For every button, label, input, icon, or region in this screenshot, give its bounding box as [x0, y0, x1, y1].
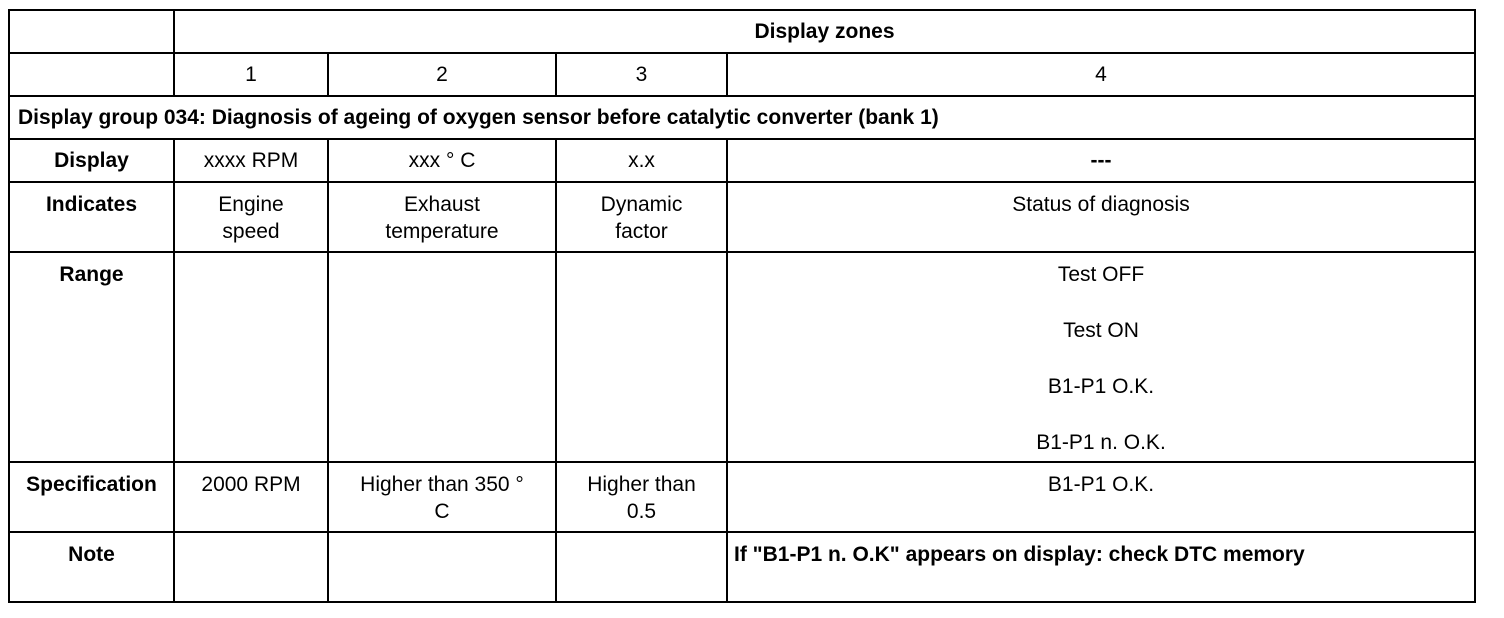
note-zone-4: If "B1-P1 n. O.K" appears on display: check DTC memory — [727, 532, 1475, 602]
indicates-zone-1-line-1: Engine — [218, 193, 284, 216]
range-value-test-off: Test OFF — [1057, 263, 1145, 286]
range-value-test-on: Test ON — [1063, 319, 1139, 342]
zone-number-corner — [9, 53, 174, 96]
specification-zone-2 — [328, 462, 556, 532]
indicates-zone-1-line-2: speed — [222, 220, 280, 243]
note-row — [9, 532, 1475, 602]
zone-3-header: 3 — [556, 53, 727, 96]
specification-zone-3-line-1: Higher than — [587, 473, 696, 496]
range-zone-4 — [727, 252, 1475, 462]
range-zone-1 — [174, 252, 328, 462]
indicates-zone-4: Status of diagnosis — [727, 182, 1475, 252]
specification-zone-3-line-2: 0.5 — [626, 500, 657, 523]
zone-1-header: 1 — [174, 53, 328, 96]
note-label: Note — [9, 532, 174, 602]
indicates-zone-1 — [174, 182, 328, 252]
header-row — [9, 10, 1475, 53]
display-row — [9, 139, 1475, 182]
range-value-ok: B1-P1 O.K. — [1047, 375, 1155, 398]
note-zone-1 — [174, 532, 328, 602]
indicates-zone-3 — [556, 182, 727, 252]
display-group-title: Display group 034: Diagnosis of ageing of oxygen sensor before catalytic converter (bank 1) — [9, 96, 1475, 139]
indicates-zone-2-line-1: Exhaust — [404, 193, 480, 216]
specification-zone-2-line-2: C — [434, 500, 450, 523]
display-zone-3: x.x — [556, 139, 727, 182]
specification-zone-4: B1-P1 O.K. — [727, 462, 1475, 532]
indicates-row — [9, 182, 1475, 252]
note-zone-3 — [556, 532, 727, 602]
display-zone-4: --- — [727, 139, 1475, 182]
corner-cell — [9, 10, 174, 53]
indicates-zone-3-line-1: Dynamic — [600, 193, 683, 216]
display-zone-2: xxx ° C — [328, 139, 556, 182]
indicates-label: Indicates — [9, 182, 174, 252]
zone-number-row — [9, 53, 1475, 96]
display-label: Display — [9, 139, 174, 182]
display-zones-header: Display zones — [174, 10, 1475, 53]
note-zone-2 — [328, 532, 556, 602]
range-zone-2 — [328, 252, 556, 462]
indicates-zone-2 — [328, 182, 556, 252]
range-row — [9, 252, 1475, 462]
specification-label: Specification — [9, 462, 174, 532]
specification-zone-1: 2000 RPM — [174, 462, 328, 532]
indicates-zone-3-line-2: factor — [615, 220, 668, 243]
zone-4-header: 4 — [727, 53, 1475, 96]
display-group-table — [8, 9, 1476, 603]
range-label: Range — [9, 252, 174, 462]
display-zone-1: xxxx RPM — [174, 139, 328, 182]
range-value-not-ok: B1-P1 n. O.K. — [1036, 431, 1166, 454]
specification-row — [9, 462, 1475, 532]
indicates-zone-2-line-2: temperature — [385, 220, 499, 243]
zone-2-header: 2 — [328, 53, 556, 96]
range-zone-3 — [556, 252, 727, 462]
specification-zone-3 — [556, 462, 727, 532]
specification-zone-2-line-1: Higher than 350 ° — [360, 473, 524, 496]
group-title-row — [9, 96, 1475, 139]
